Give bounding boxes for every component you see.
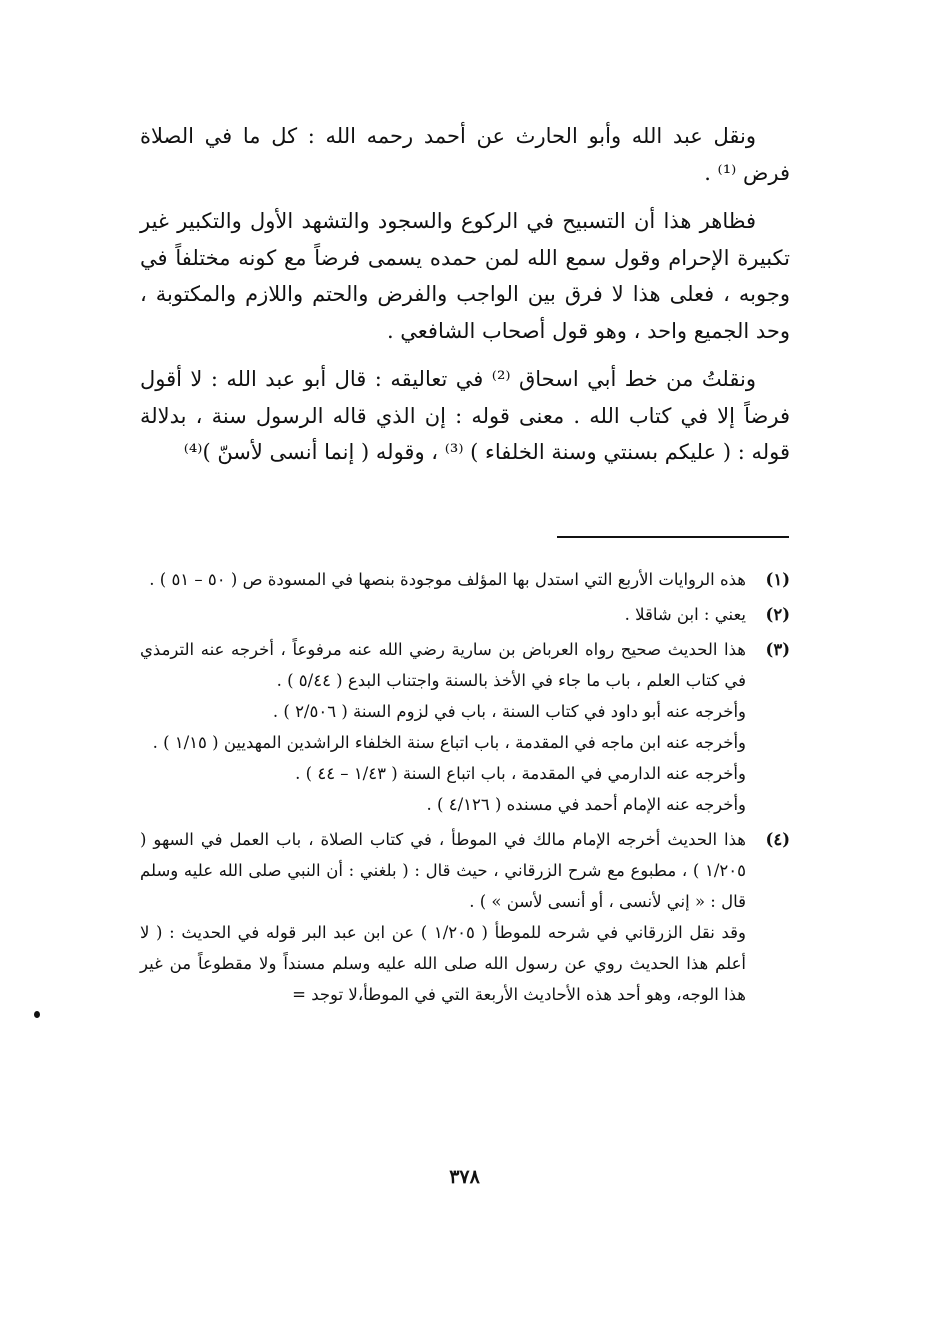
- footnote-line: هذه الروايات الأربع التي استدل بها المؤلف موجودة بنصها في المسودة ص ( ٥٠ – ٥١ ) .: [149, 570, 746, 589]
- footnote-number: (٤): [765, 830, 790, 849]
- footnote-1: [140, 564, 790, 595]
- footnote-number: (١): [765, 570, 790, 589]
- scan-speck: [34, 1011, 40, 1018]
- footnote-number: (٢): [765, 605, 790, 624]
- footnote-line: وأخرجه عنه الإمام أحمد في مسنده ( ٤/١٢٦ ) .: [426, 795, 746, 814]
- footnote-2: [140, 599, 790, 630]
- footnote-separator: [557, 536, 789, 538]
- paragraph-1: ونقل عبد الله وأبو الحارث عن أحمد رحمه الله : كل ما في الصلاة فرض ⁽¹⁾ .: [140, 124, 790, 185]
- page-number: ٣٧٨: [449, 1166, 480, 1188]
- footnote-line: يعني : ابن شاقلا .: [624, 605, 746, 624]
- footnote-line: وأخرجه عنه ابن ماجه في المقدمة ، باب اتباع سنة الخلفاء الراشدين المهديين ( ١/١٥ ) .: [152, 733, 746, 752]
- footnote-line: هذا الحديث أخرجه الإمام مالك في الموطأ ، في كتاب الصلاة ، باب العمل في السهو ( ١/٢٠٥ ) ، مطبوع مع شرح الزرقاني ، حيث قال : ( بلغني : أن النبي صلى الله عليه وسلم قال : « إني لأنسى ، أو أنسى لأسن » ) .: [140, 830, 746, 911]
- footnote-4: [140, 824, 790, 1010]
- footnote-line: هذا الحديث صحيح رواه العرباض بن سارية رضي الله عنه مرفوعاً ، أخرجه عنه الترمذي في كتاب العلم ، باب ما جاء في الأخذ بالسنة واجتناب البدع ( ٥/٤٤ ) .: [140, 640, 746, 690]
- paragraph-2: فظاهر هذا أن التسبيح في الركوع والسجود والتشهد الأول والتكبير غير تكبيرة الإحرام وقول سمع الله لمن حمده يسمى فرضاً مع كونه مختلفاً في وجوبه ، فعلى هذا لا فرق بين الواجب والفرض والحتم واللازم والمكتوبة ، وحد الجميع واحد ، وهو قول أصحاب الشافعي .: [140, 209, 790, 343]
- footnotes: [140, 564, 790, 1014]
- footnote-3: [140, 634, 790, 820]
- footnote-line: وقد نقل الزرقاني في شرحه للموطأ ( ١/٢٠٥ ) عن ابن عبد البر قوله في الحديث : ( لا أعلم هذا الحديث روي عن رسول الله صلى الله عليه وسلم مسنداً ولا مقطوعاً من غير هذا الوجه، وهو أحد هذه الأحاديث الأربعة التي في الموطأ،لا توجد =: [140, 923, 746, 1004]
- footnote-line: وأخرجه عنه الدارمي في المقدمة ، باب اتباع السنة ( ١/٤٣ – ٤٤ ) .: [295, 764, 746, 783]
- footnote-number: (٣): [765, 640, 790, 659]
- footnote-line: وأخرجه عنه أبو داود في كتاب السنة ، باب في لزوم السنة ( ٢/٥٠٦ ) .: [272, 702, 746, 721]
- main-text: [140, 118, 790, 483]
- paragraph-3: ونقلتُ من خط أبي اسحاق ⁽²⁾ في تعاليقه : قال أبو عبد الله : لا أقول فرضاً إلا في كتاب الله . معنى قوله : إن الذي قاله الرسول سنة ، بدلالة قوله : ( عليكم بسنتي وسنة الخلفاء ) ⁽³⁾ ، وقوله ( إنما أنسى لأسنّ )⁽⁴⁾: [140, 367, 790, 464]
